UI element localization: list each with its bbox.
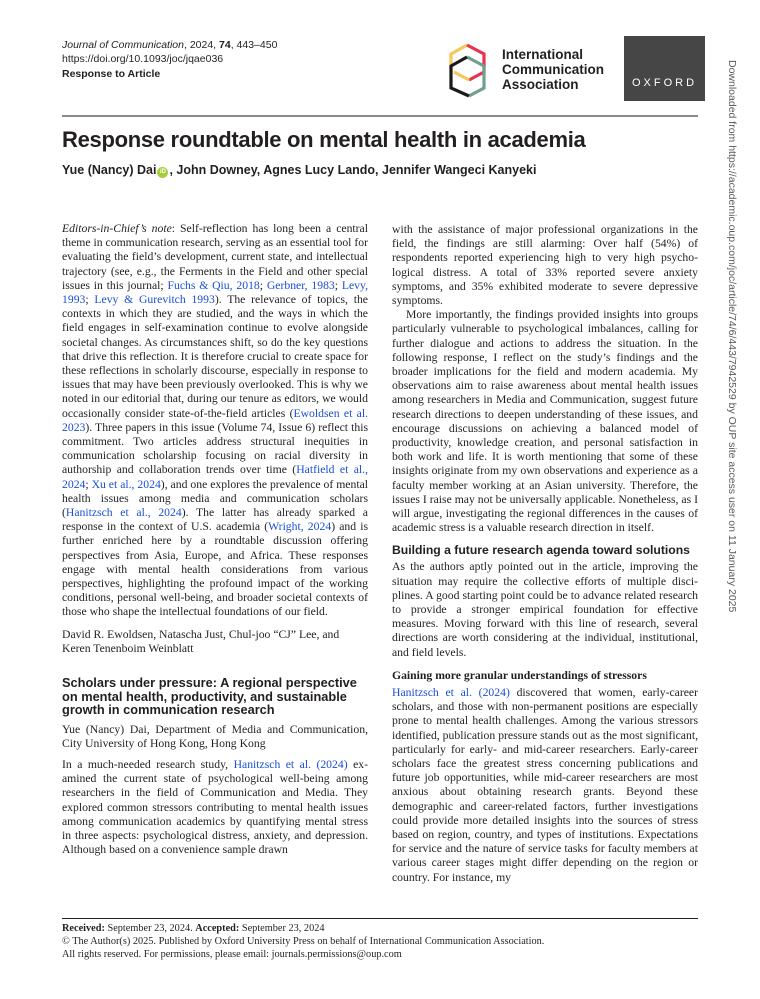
ica-name: International Communication Association [502,47,605,92]
article-title: Response roundtable on mental health in academia [62,127,586,152]
journal-name: Journal of Communication [62,39,184,51]
body-paragraph: with the assistance of major professional organizations in the field, the findings are still alarming: Over half (54%) of respondents reported experiencing high to very high psychological distress. A total of 33% reported severe anxiety symptoms, and 35% exhibited moderate to severe depressive symptoms. [392,223,698,308]
right-column [392,223,698,885]
body-paragraph: As the authors aptly pointed out in the article, improving the situation may require the collective efforts of multiple disciplines. A good starting point could be to advance related research to provide a stronger empirical foundation for effective measures. Moving forward with this line of research, several directions are worth considering at the individual, institutional, and field levels. [392,560,698,659]
author-affiliation: Yue (Nancy) Dai, Department of Media and Communication, City University of Hong Kong, Hong Kong [62,722,368,750]
header-divider [62,115,698,117]
body-paragraph: More importantly, the findings provided insights into groups particularly vulnerable to psychological imbalances, calling for further dialogue and actions to address the situation. In the following response, I reflect on the study’s findings and the broader implications for the field and modern academia. My observations aim to raise awareness about mental health issues among researchers in Media and Communication, suggest future research directions to deepen understanding of these issues, and encourage discussions on achieving a balanced model of productivity, knowledge creation, and personal satisfaction in both work and life. It is worth mentioning that some of these insights originate from my own observations and experience as a faculty member working at an Asian university. Therefore, the issues I raise may not be universally applicable. Nonetheless, as I will argue, investigating the regional differences in the causes of academic stress is a valuable research direction in itself. [392,308,698,535]
citation-link[interactable]: Wright, 2024 [268,520,332,534]
volume: 74 [219,39,231,51]
citation-link[interactable]: Ewoldsen et al. 2023 [62,406,368,434]
body-paragraph: Hanitzsch et al. (2024) discovered that women, early-career scholars, and those with non-permanent positions are especially prone to mental health challenges. Among the various stressors identified, publication pressure stands out as the most significant, particularly for early- and mid-career researchers. Early-career scholars face the greatest stress concerning publications and future job opportunities, while mid-career researchers are most anxious about obtaining research grants. Beyond these demographic and career-related factors, further investigations could provide more detailed insights into the sources of stress based on region, country, and types of institutions. Expectations for service and the nature of service tasks for faculty members at various career stages might differ depending on the region or country. For instance, my [392,685,699,884]
footer-divider [62,918,698,919]
editors-note-paragraph: Editors-in-Chief’s note: Self-reflection has long been a central theme in communication research, serving as an essential tool for evaluating the field’s development, current state, and intellectual trajectory (see, e.g., the Ferments in the Field and other special issues in this journal; Fuchs & Qiu, 2018; Gerbner, 1983; Levy, 1993; Levy & Gurevitch 1993). The relevance of topics, the contexts in which they are studied, and the ways in which the field engages in self-examination continue to evolve alongside societal changes. As circumstances shift, so do the key questions that drive this reflection. It is therefore crucial to create space for these reflections in scholarly discourse, especially in response to issues that may have been previously overlooked. This is why we noted in our editorial that, during our tenure as editors, we would occasionally consider state-of-the-field articles (Ewoldsen et al. 2023). Three papers in this issue (Volume 74, Issue 6) reflect this commitment. Two articles address structural inequities in communication scholarship focusing on racial diversity in authorship and collaboration trends over time (Hatfield et al., 2024; Xu et al., 2024), and one explores the prevalence of mental health issues among media and communication scholars (Hanitzsch et al., 2024). The latter has already sparked a response in the context of U.S. academia (Wright, 2024) and is further enriched here by a roundtable discussion offering perspectives from Asia, Europe, and Africa. These responses engage with mental health considerations from various perspectives, highlighting the profound impact of the working conditions, personal well-being, and broader societal contexts of those who shape the intellectual foundations of our field. [62,222,369,619]
pages: , 443–450 [230,39,278,51]
author-link[interactable]: Yue (Nancy) Dai [62,163,157,177]
permissions-line: All rights reserved. For permissions, please email: journals.permissions@oup.com [62,949,402,960]
citation-link[interactable]: Levy & Gurevitch 1993 [94,293,215,307]
subsubsection-heading: Gaining more granular understandings of stressors [392,668,647,682]
download-watermark: Downloaded from https://academic.oup.com/joc/article/74/6/443/7942529 by OUP site access user on 11 January 2025 [726,60,738,613]
citation-link[interactable]: Fuchs & Qiu, 2018 [167,278,260,292]
oxford-logo [624,36,705,101]
oxford-label: OXFORD [631,77,698,89]
orcid-icon[interactable]: iD [157,167,168,178]
citation-link[interactable]: Levy, 1993 [62,278,369,307]
editors-signature: David R. Ewoldsen, Natascha Just, Chul-joo “CJ” Lee, and Keren Tenenboim Weinblatt [62,627,340,655]
citation-link[interactable]: Hanitzsch et al. (2024) [233,758,348,771]
citation-link[interactable]: Hanitzsch et al., 2024 [65,506,182,520]
left-column [62,222,368,857]
editors-note-label: Editors-in-Chief’s note [62,222,172,235]
ica-hexagon-icon [447,36,507,102]
subsection-heading: Building a future research agenda toward solutions [392,543,690,558]
citation-line: Journal of Communication, 2024, 74, 443–450 [62,39,278,51]
citation-link[interactable]: Xu et al., 2024 [91,477,161,491]
journal-meta [62,38,277,81]
citation-link[interactable]: Hanitzsch et al. (2024) [392,685,510,699]
other-authors: , John Downey, Agnes Lucy Lando, Jennifer Wangeci Kanyeki [169,163,537,177]
doi-link[interactable]: https://doi.org/10.1093/joc/jqae036 [62,53,224,65]
copyright-line: © The Author(s) 2025. Published by Oxford University Press on behalf of International Communication Association. [62,936,545,947]
article-footer [62,922,544,961]
article-type: Response to Article [62,68,161,80]
section-heading: Scholars under pressure: A regional perspective on mental health, productivity, and sustainable growth in communication research [62,675,357,718]
body-paragraph: In a much-needed research study, Hanitzsch et al. (2024) examined the current state of psychological well-being among researchers in the field of Communication and Media. They explored common stressors contributing to mental health issues among communication academics by quantifying mental stress in three aspects: psychological distress, anxiety, and depression. Although based on a convenience sample drawn [62,758,368,857]
author-list [62,163,536,178]
citation-link[interactable]: Gerbner, 1983 [266,278,335,292]
citation-link[interactable]: Hatfield et al., 2024 [62,463,369,491]
dates-line: Received: September 23, 2024. Accepted: September 23, 2024 [62,923,325,934]
